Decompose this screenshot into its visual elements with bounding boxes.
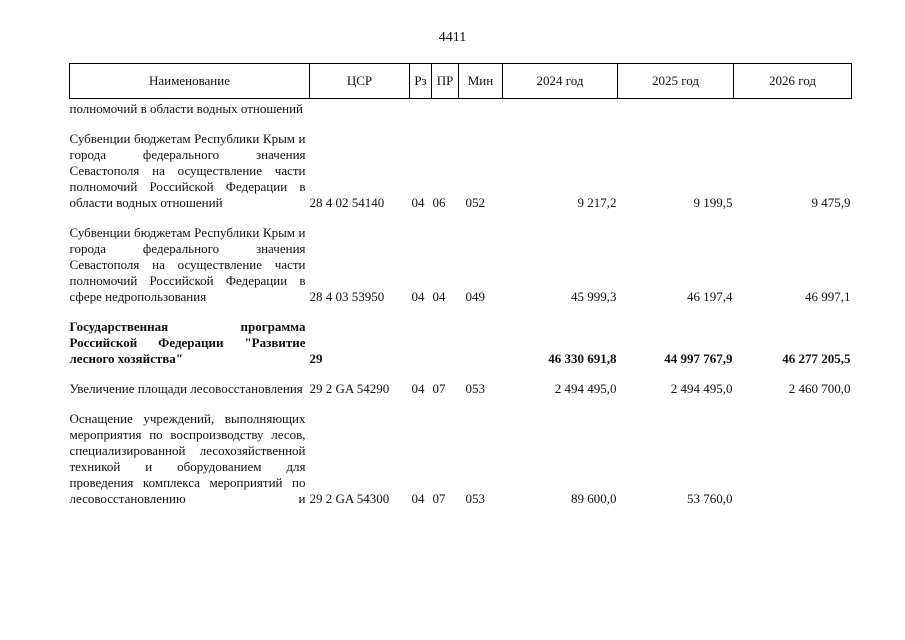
row-min: 049 — [465, 289, 485, 304]
table-row — [70, 131, 852, 211]
row-2025: 53 760,0 — [687, 491, 733, 506]
row-2026: 9 475,9 — [811, 195, 851, 210]
row-ccr: 28 4 02 54140 — [309, 195, 385, 210]
row-pr: 07 — [432, 491, 446, 506]
row-min: 053 — [465, 381, 485, 396]
row-2024 — [503, 99, 618, 118]
row-2024: 9 217,2 — [577, 195, 617, 210]
row-2026 — [734, 411, 852, 507]
row-min — [459, 319, 503, 367]
row-pr: 06 — [432, 195, 446, 210]
row-2025: 2 494 495,0 — [670, 381, 733, 396]
row-rz — [410, 99, 432, 118]
row-rz — [410, 319, 432, 367]
row-name: Государственная программа Российской Федерации "Развитие лесного хозяйства" — [69, 319, 306, 366]
row-2024: 45 999,3 — [571, 289, 617, 304]
row-pr: 04 — [432, 289, 446, 304]
row-name: полномочий в области водных отношений — [69, 101, 304, 116]
row-ccr: 29 — [309, 351, 323, 366]
table-row — [70, 381, 852, 397]
row-name: Увеличение площади лесовосстановления — [69, 381, 303, 396]
row-2026: 46 277 205,5 — [782, 351, 851, 366]
budget-table — [69, 63, 852, 507]
row-2025: 9 199,5 — [693, 195, 733, 210]
row-2024: 89 600,0 — [571, 491, 617, 506]
header-pr: ПР — [432, 64, 459, 99]
row-2025 — [618, 99, 734, 118]
row-name: Субвенции бюджетам Республики Крым и города федерального значения Севастополя на осуществление части полномочий Российской Федерации в сфере недропользования — [69, 225, 306, 304]
row-min: 052 — [465, 195, 485, 210]
table-header-row — [70, 64, 852, 99]
row-2026 — [734, 99, 852, 118]
header-2025: 2025 год — [618, 64, 734, 99]
header-2026: 2026 год — [734, 64, 852, 99]
row-pr — [432, 319, 459, 367]
row-min — [459, 99, 503, 118]
row-pr: 07 — [432, 381, 446, 396]
header-min: Мин — [459, 64, 503, 99]
row-2025: 46 197,4 — [687, 289, 733, 304]
row-2026: 2 460 700,0 — [788, 381, 851, 396]
row-pr — [432, 99, 459, 118]
row-ccr: 29 2 GA 54290 — [309, 381, 390, 396]
row-min: 053 — [465, 491, 485, 506]
header-2024: 2024 год — [503, 64, 618, 99]
row-rz: 04 — [411, 491, 425, 506]
row-2026: 46 997,1 — [805, 289, 851, 304]
table-row — [70, 99, 852, 118]
header-rz: Рз — [410, 64, 432, 99]
row-ccr: 28 4 03 53950 — [309, 289, 385, 304]
header-ccr: ЦСР — [310, 64, 410, 99]
row-ccr: 29 2 GA 54300 — [309, 491, 390, 506]
row-ccr — [310, 99, 410, 118]
row-name: Оснащение учреждений, выполняющих мероприятия по воспроизводству лесов, специализированной лесохозяйственной техникой и оборудованием для проведения комплекса мероприятий по лесовосстановлению и — [69, 411, 306, 506]
table-row — [70, 225, 852, 305]
page-number: 4411 — [438, 30, 467, 45]
row-2024: 2 494 495,0 — [554, 381, 617, 396]
row-name: Субвенции бюджетам Республики Крым и города федерального значения Севастополя на осуществление части полномочий Российской Федерации в области водных отношений — [69, 131, 306, 210]
row-2024: 46 330 691,8 — [548, 351, 617, 366]
table-row — [70, 411, 852, 507]
row-2025: 44 997 767,9 — [664, 351, 733, 366]
header-name: Наименование — [70, 64, 310, 99]
row-rz: 04 — [411, 195, 425, 210]
row-rz: 04 — [411, 289, 425, 304]
row-rz: 04 — [411, 381, 425, 396]
table-row-program — [70, 319, 852, 367]
